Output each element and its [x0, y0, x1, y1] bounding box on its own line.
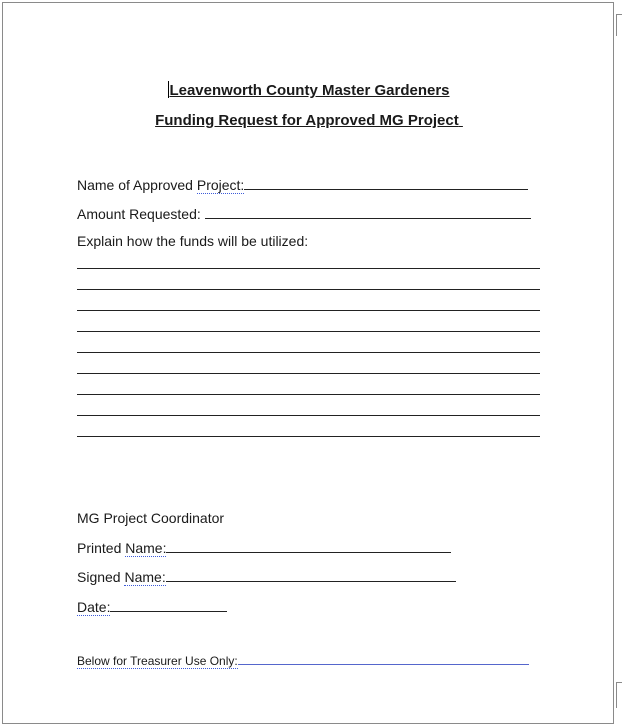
next-page-edge-bottom-side	[616, 682, 617, 708]
signed-name-field[interactable]	[77, 567, 456, 585]
document-subtitle: Funding Request for Approved MG Project	[155, 112, 459, 129]
explain-label: Explain how the funds will be utilized:	[77, 233, 309, 249]
date-label: Date:	[77, 599, 111, 615]
printed-name-label-b: Name:	[125, 540, 167, 556]
explain-line-4[interactable]	[77, 331, 540, 332]
coordinator-heading: MG Project Coordinator	[77, 510, 225, 526]
treasurer-label: Below for Treasurer Use Only:	[77, 654, 238, 668]
printed-name-field[interactable]	[77, 538, 451, 556]
explain-line-3[interactable]	[77, 310, 540, 311]
explain-line-9[interactable]	[77, 436, 540, 437]
signed-name-label-b: Name:	[124, 569, 166, 585]
document-title: Leavenworth County Master Gardeners	[169, 82, 450, 99]
explain-line-6[interactable]	[77, 373, 540, 374]
treasurer-field	[77, 653, 529, 668]
printed-name-label: Printed	[77, 540, 126, 556]
explain-line-8[interactable]	[77, 415, 540, 416]
amount-field[interactable]	[77, 204, 531, 222]
date-field[interactable]	[77, 597, 227, 615]
printed-name-blank[interactable]	[166, 538, 451, 553]
project-name-blank[interactable]	[244, 175, 528, 190]
project-name-label-b: Project:	[196, 177, 245, 193]
amount-label: Amount Requested:	[77, 206, 205, 222]
signed-name-label: Signed	[77, 569, 125, 585]
explain-line-1[interactable]	[77, 268, 540, 269]
signed-name-blank[interactable]	[166, 567, 456, 582]
explain-line-7[interactable]	[77, 394, 540, 395]
project-name-label: Name of Approved	[77, 177, 197, 193]
project-name-field[interactable]	[77, 175, 528, 193]
treasurer-blank[interactable]	[238, 653, 529, 665]
document-page	[2, 2, 614, 724]
date-blank[interactable]	[110, 597, 227, 612]
amount-blank[interactable]	[205, 204, 531, 219]
explain-line-2[interactable]	[77, 289, 540, 290]
explain-line-5[interactable]	[77, 352, 540, 353]
next-page-edge-top-side	[616, 14, 617, 36]
